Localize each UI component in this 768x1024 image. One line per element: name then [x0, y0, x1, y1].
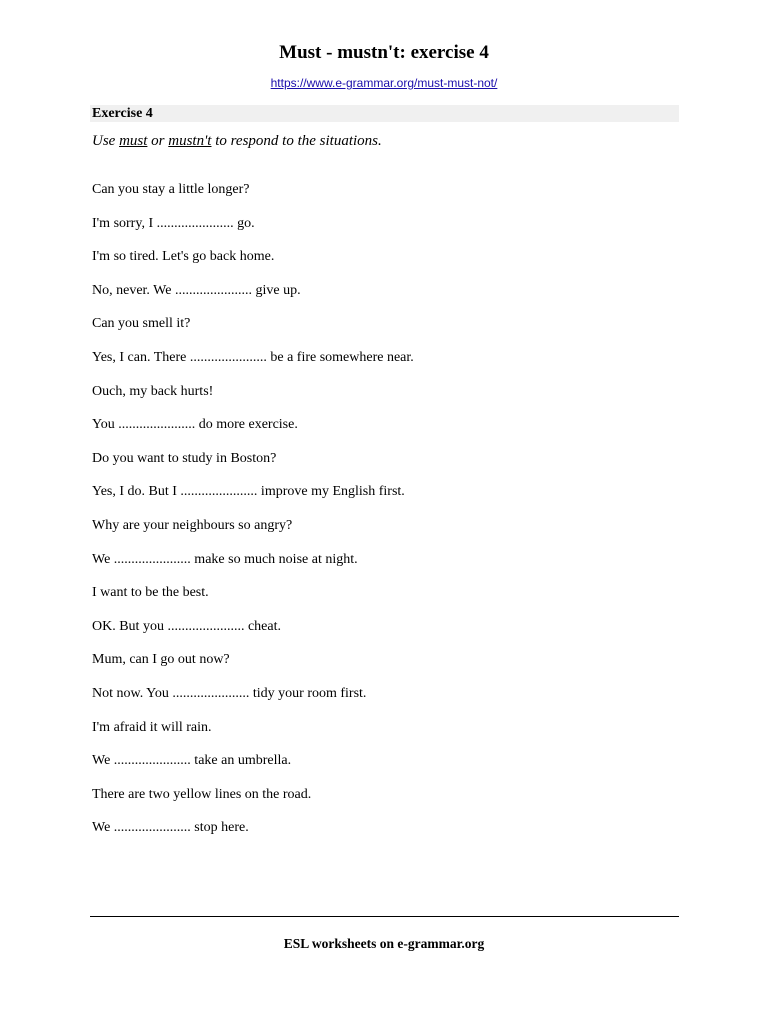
footer-text: ESL worksheets on e-grammar.org: [283, 936, 485, 951]
exercise-line: There are two yellow lines on the road.: [92, 786, 312, 802]
exercise-line: We ...................... stop here.: [92, 820, 249, 836]
exercise-line: I'm afraid it will rain.: [92, 719, 212, 735]
instruction-word-must: must: [119, 133, 148, 149]
instruction-word-mustnt: mustn't: [168, 133, 212, 149]
exercise-label: Exercise 4: [92, 106, 153, 121]
exercise-line: Can you smell it?: [92, 316, 191, 332]
instruction-pre: Use: [92, 133, 120, 149]
exercise-lines: [92, 181, 672, 853]
exercise-line: I'm so tired. Let's go back home.: [92, 249, 275, 265]
exercise-line: We ...................... make so much noise at night.: [92, 551, 358, 567]
exercise-line: You ...................... do more exercise.: [92, 417, 298, 433]
exercise-line: Do you want to study in Boston?: [92, 450, 277, 466]
exercise-line: Why are your neighbours so angry?: [92, 517, 293, 533]
exercise-line: Yes, I do. But I ...................... improve my English first.: [92, 484, 405, 500]
page-title: Must - mustn't: exercise 4: [279, 42, 489, 63]
instruction-mid: or: [147, 133, 169, 149]
exercise-header-bar: [90, 105, 679, 122]
exercise-line: We ...................... take an umbrella.: [92, 753, 292, 769]
exercise-line: Yes, I can. There ...................... be a fire somewhere near.: [92, 349, 414, 365]
exercise-line: No, never. We ...................... give up.: [92, 282, 301, 298]
exercise-line: Ouch, my back hurts!: [92, 383, 214, 399]
exercise-line: I want to be the best.: [92, 585, 209, 601]
exercise-line: Not now. You ...................... tidy your room first.: [92, 685, 367, 701]
instruction-post: to respond to the situations.: [211, 133, 382, 149]
exercise-instruction: [92, 133, 382, 150]
exercise-line: OK. But you ...................... cheat.: [92, 618, 281, 634]
exercise-line: Mum, can I go out now?: [92, 652, 230, 668]
source-url: [0, 76, 768, 90]
exercise-line: I'm sorry, I ...................... go.: [92, 215, 255, 231]
source-link[interactable]: https://www.e-grammar.org/must-must-not/: [270, 76, 498, 90]
footer-divider: [90, 916, 679, 917]
exercise-line: Can you stay a little longer?: [92, 182, 250, 197]
